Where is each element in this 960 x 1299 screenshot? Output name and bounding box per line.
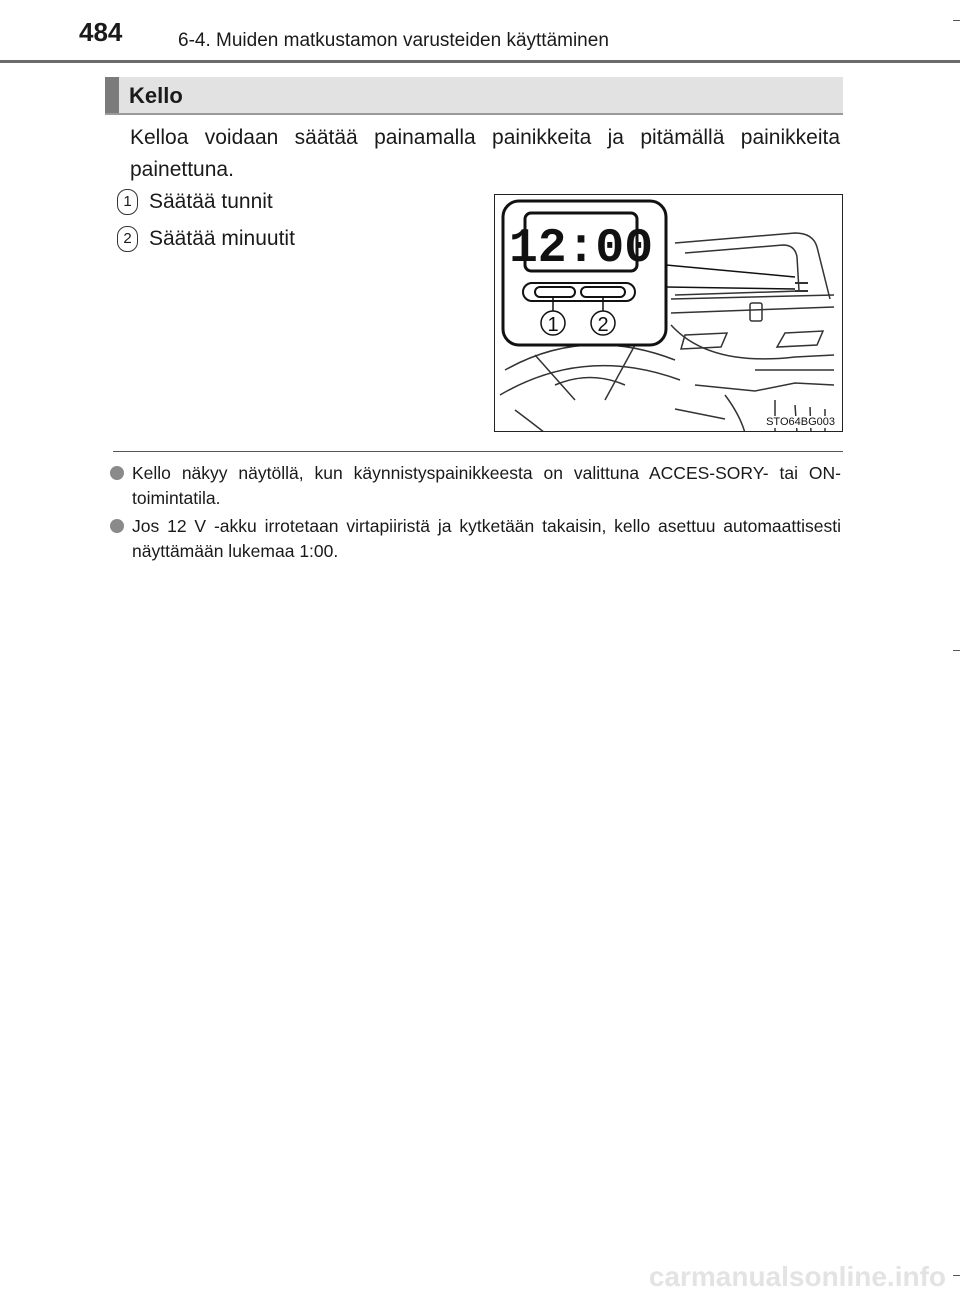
bullet-icon (110, 466, 124, 480)
page-number: 484 (79, 17, 123, 47)
hour-button[interactable] (535, 287, 575, 297)
header-rule (0, 60, 960, 63)
step-number: 1 (117, 189, 138, 215)
divider (113, 451, 843, 452)
step-item (117, 226, 295, 252)
chapter-title: 6-4. Muiden matkustamon varusteiden käyttäminen (178, 30, 609, 51)
callout-2: 2 (597, 314, 609, 336)
clock-illustration (494, 194, 843, 432)
crop-mark (953, 1275, 960, 1276)
clock-display-readout: 12:00 (508, 222, 654, 276)
section-title: Kello (129, 83, 183, 108)
callout-1: 1 (547, 314, 559, 336)
step-label: Säätää tunnit (149, 190, 273, 213)
crop-mark (953, 20, 960, 21)
intro-paragraph: Kelloa voidaan säätää painamalla painikkeita ja pitämällä painikkeita painettuna. (130, 126, 840, 181)
note-item (132, 514, 841, 564)
step-number: 2 (117, 226, 138, 252)
note-text: Kello näkyy näytöllä, kun käynnistyspainikkeesta on valittuna ACCES-SORY- tai ON-toimintatila. (132, 463, 841, 508)
minute-button[interactable] (581, 287, 625, 297)
note-item (132, 461, 841, 511)
watermark: carmanualsonline.info (648, 1261, 946, 1292)
dashboard-drawing (495, 195, 843, 432)
section-heading (105, 77, 843, 115)
bullet-icon (110, 519, 124, 533)
crop-mark (953, 650, 960, 651)
section-heading-bar (105, 77, 119, 113)
step-label: Säätää minuutit (149, 227, 295, 250)
figure-code: STO64BG003 (766, 416, 835, 428)
step-item (117, 189, 273, 215)
note-text: Jos 12 V -akku irrotetaan virtapiiristä ja kytketään takaisin, kello asettuu automaattisesti näyttämään lukemaa 1:00. (132, 516, 841, 561)
